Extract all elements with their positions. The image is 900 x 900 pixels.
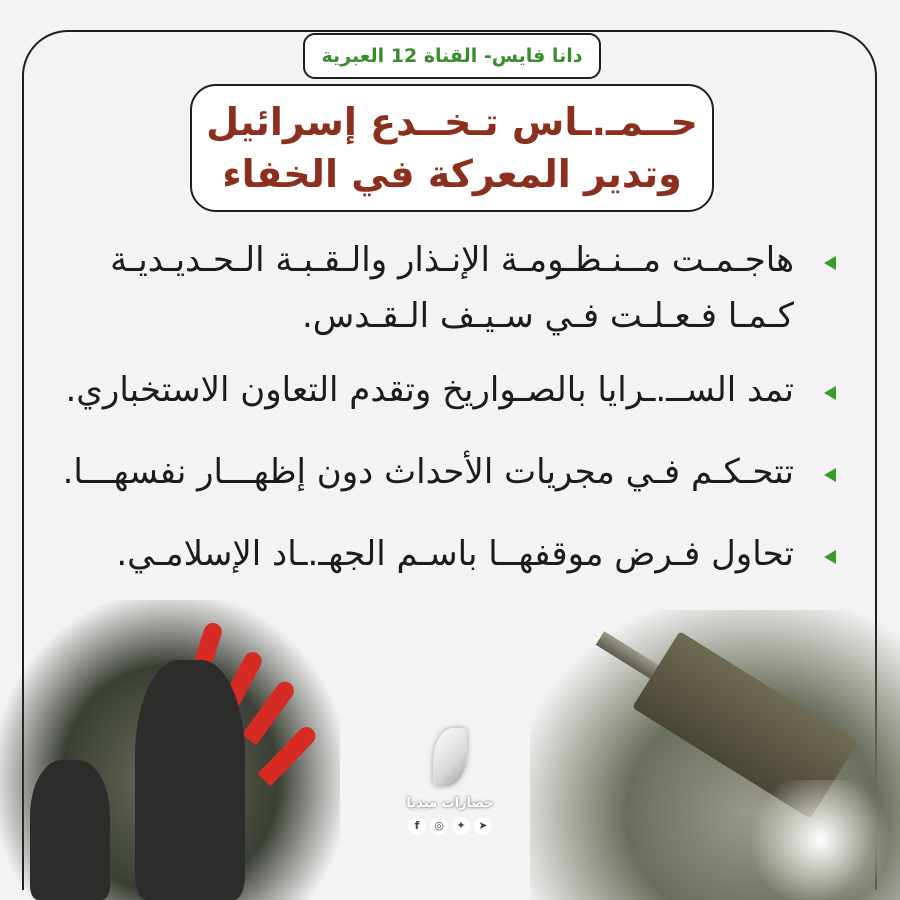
bullet-text: تحاول فـرض موقفهــا باسـم الجهـ.ـاد الإسلامـي.: [116, 534, 794, 574]
bullet-item: [46, 444, 836, 500]
telegram-icon[interactable]: ➤: [474, 817, 492, 835]
brand-name: حضارات ميديا: [406, 796, 494, 811]
source-text: دانا فايس- القناة 12 العبرية: [321, 45, 583, 67]
fighter-figure: [30, 760, 110, 900]
source-tag: [303, 33, 601, 79]
bullet-item: [46, 526, 836, 582]
triangle-bullet-icon: [824, 386, 836, 400]
quill-logo-icon: [433, 728, 467, 786]
rocket-launcher-photo: [530, 610, 900, 900]
headline-line-2: وتدير المعركة في الخفاء: [222, 152, 682, 196]
smoke-shape: [740, 780, 900, 900]
bullet-item: [46, 362, 836, 418]
headline-box: [190, 84, 714, 212]
bullet-text: تتحـكـم فـي مجريات الأحداث دون إظهـــار نفسهـــا.: [62, 452, 794, 492]
instagram-icon[interactable]: ◎: [430, 817, 448, 835]
fighter-figure: [135, 660, 245, 900]
rocket-shape: [242, 678, 298, 745]
triangle-bullet-icon: [824, 256, 836, 270]
headline-line-1: حــمـ.ـاس تـخــدع إسرائيل: [206, 100, 698, 144]
bullet-item: [46, 232, 836, 344]
bullet-text: [110, 232, 794, 344]
twitter-icon[interactable]: ✦: [452, 817, 470, 835]
rocket-shape: [258, 723, 320, 786]
triangle-bullet-icon: [824, 550, 836, 564]
bullet-text: تمد الســ.ـرايا بالصـواريخ وتقدم التعاون الاستخباري.: [65, 370, 794, 410]
bullet-line: كـمـا فـعـلـت فـي سـيـف الـقـدس.: [301, 296, 794, 336]
bullet-list: [46, 232, 836, 582]
social-icons: [404, 817, 496, 835]
fighters-rockets-photo: [0, 600, 340, 900]
facebook-icon[interactable]: f: [408, 817, 426, 835]
bullet-line: هاجـمـت مــنـظـومـة الإنـذار والـقـبـة الـحـديـديـة: [110, 240, 794, 280]
triangle-bullet-icon: [824, 468, 836, 482]
brand-logo: [404, 728, 496, 835]
